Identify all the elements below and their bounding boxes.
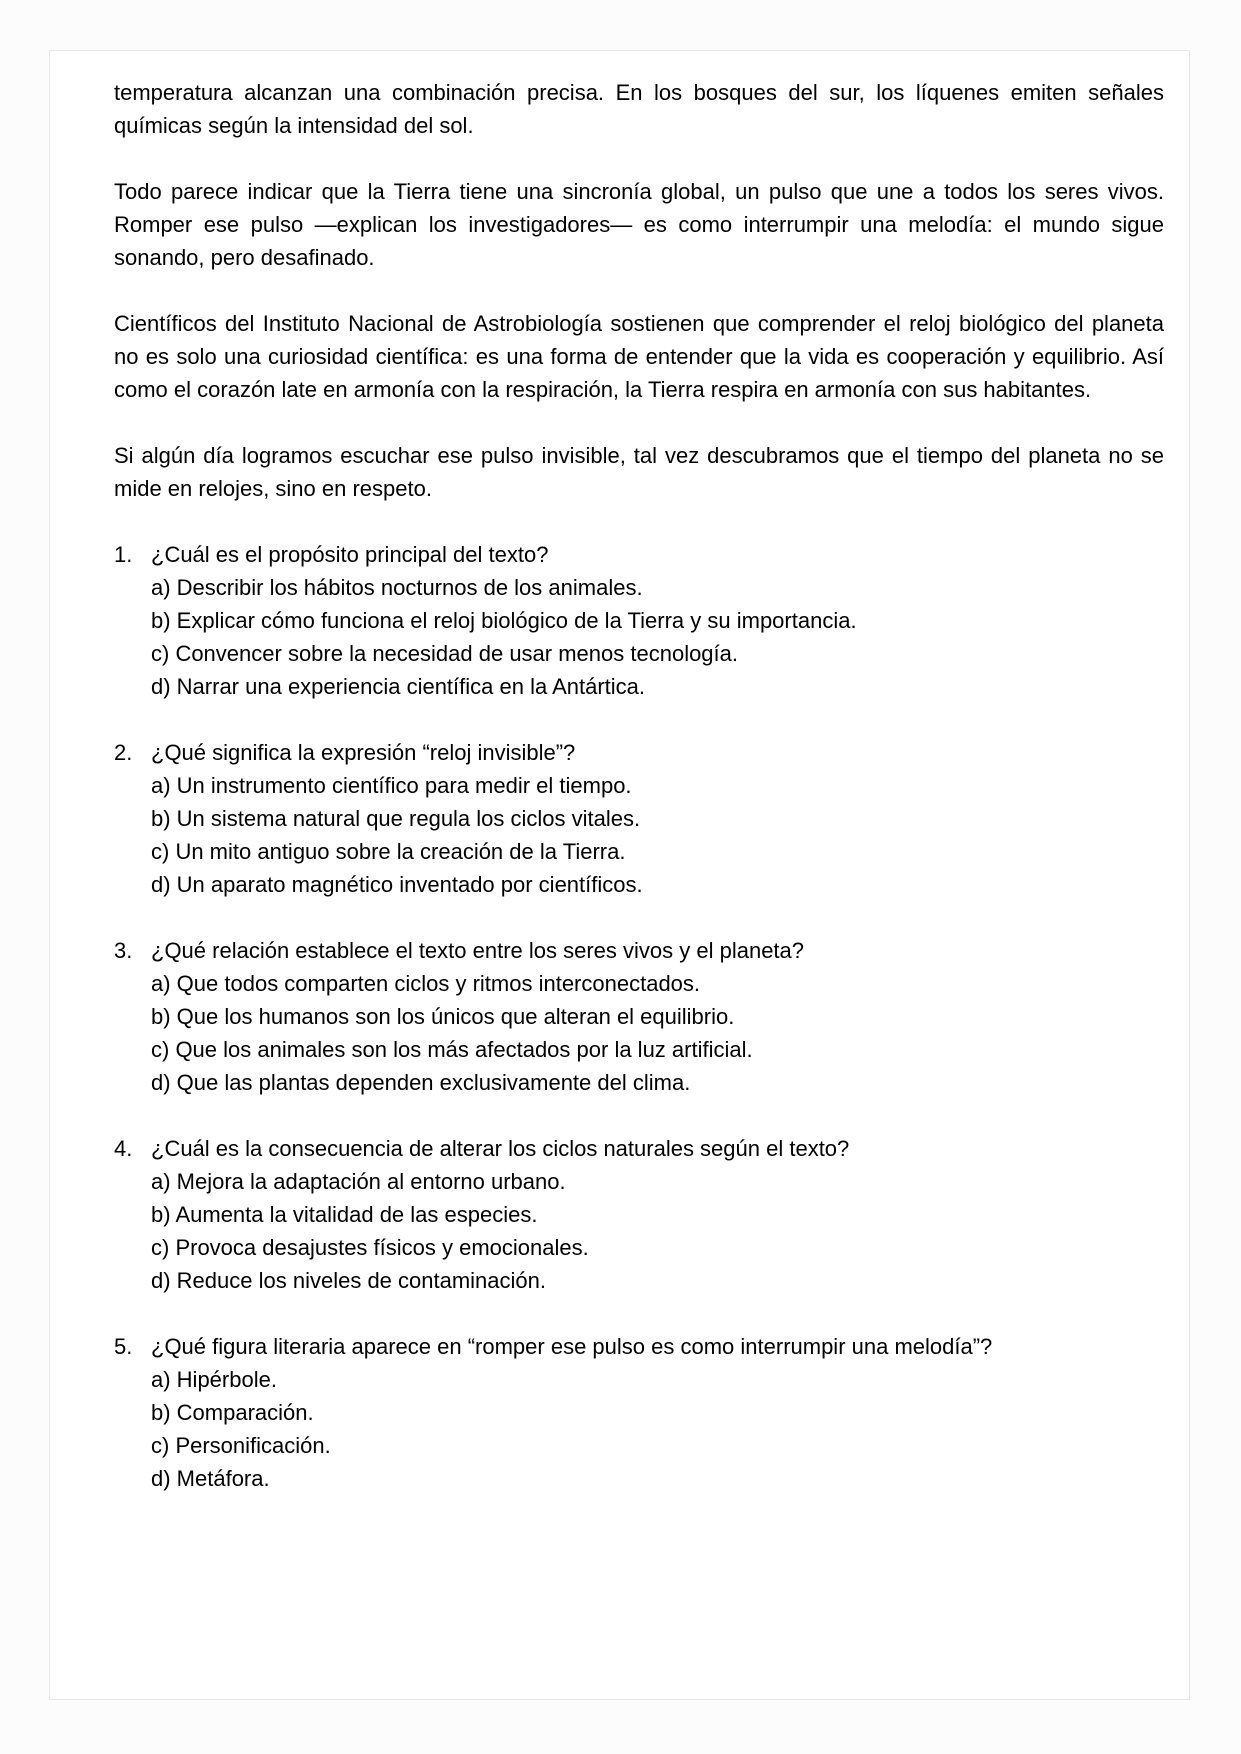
option-line: b) Explicar cómo funciona el reloj biológico de la Tierra y su importancia.: [151, 608, 857, 633]
option-line: d) Narrar una experiencia científica en la Antártica.: [151, 674, 646, 699]
body-paragraph: temperatura alcanzan una combinación precisa. En los bosques del sur, los líquenes emiten señales químicas según la intensidad del sol.: [114, 80, 1164, 138]
question-number: 1.: [114, 542, 133, 567]
document-content: [50, 51, 1189, 1495]
option-line: c) Convencer sobre la necesidad de usar menos tecnología.: [151, 641, 739, 666]
question-item: [114, 538, 1164, 703]
option-line: d) Un aparato magnético inventado por científicos.: [151, 872, 643, 897]
option-line: c) Que los animales son los más afectados por la luz artificial.: [151, 1037, 753, 1062]
body-paragraph: Todo parece indicar que la Tierra tiene una sincronía global, un pulso que une a todos los seres vivos. Romper ese pulso —explican los investigadores— es como interrumpir una melodía: el mundo sigue sonando, pero desafinado.: [114, 179, 1164, 270]
option-line: a) Que todos comparten ciclos y ritmos interconectados.: [151, 971, 701, 996]
question-text: ¿Qué relación establece el texto entre los seres vivos y el planeta?: [151, 938, 805, 963]
option-line: c) Un mito antiguo sobre la creación de la Tierra.: [151, 839, 626, 864]
document-page: [49, 50, 1190, 1700]
option-line: a) Hipérbole.: [151, 1367, 277, 1392]
question-item: [114, 1330, 1164, 1495]
option-line: c) Personificación.: [151, 1433, 331, 1458]
option-line: a) Describir los hábitos nocturnos de los animales.: [151, 575, 643, 600]
question-text: ¿Qué figura literaria aparece en “romper ese pulso es como interrumpir una melodía”?: [151, 1334, 993, 1359]
option-line: d) Metáfora.: [151, 1466, 270, 1491]
option-line: a) Mejora la adaptación al entorno urbano.: [151, 1169, 566, 1194]
question-item: [114, 1132, 1164, 1297]
question-number: 2.: [114, 740, 133, 765]
question-number: 4.: [114, 1136, 133, 1161]
question-text: ¿Cuál es la consecuencia de alterar los ciclos naturales según el texto?: [151, 1136, 850, 1161]
option-line: b) Un sistema natural que regula los ciclos vitales.: [151, 806, 641, 831]
option-line: b) Que los humanos son los únicos que alteran el equilibrio.: [151, 1004, 735, 1029]
option-line: d) Reduce los niveles de contaminación.: [151, 1268, 547, 1293]
question-item: [114, 934, 1164, 1099]
option-line: b) Comparación.: [151, 1400, 314, 1425]
option-line: a) Un instrumento científico para medir el tiempo.: [151, 773, 632, 798]
option-line: b) Aumenta la vitalidad de las especies.: [151, 1202, 538, 1227]
option-line: c) Provoca desajustes físicos y emocionales.: [151, 1235, 589, 1260]
question-number: 3.: [114, 938, 133, 963]
question-text: ¿Cuál es el propósito principal del texto?: [151, 542, 549, 567]
body-paragraph: Científicos del Instituto Nacional de Astrobiología sostienen que comprender el reloj biológico del planeta no es solo una curiosidad científica: es una forma de entender que la vida es cooperación y equilibrio. Así como el corazón late en armonía con la respiración, la Tierra respira en armonía con sus habitantes.: [114, 311, 1164, 402]
question-text: ¿Qué significa la expresión “reloj invisible”?: [151, 740, 576, 765]
question-item: [114, 736, 1164, 901]
option-line: d) Que las plantas dependen exclusivamente del clima.: [151, 1070, 691, 1095]
question-number: 5.: [114, 1334, 133, 1359]
body-paragraph: Si algún día logramos escuchar ese pulso invisible, tal vez descubramos que el tiempo del planeta no se mide en relojes, sino en respeto.: [114, 443, 1164, 501]
